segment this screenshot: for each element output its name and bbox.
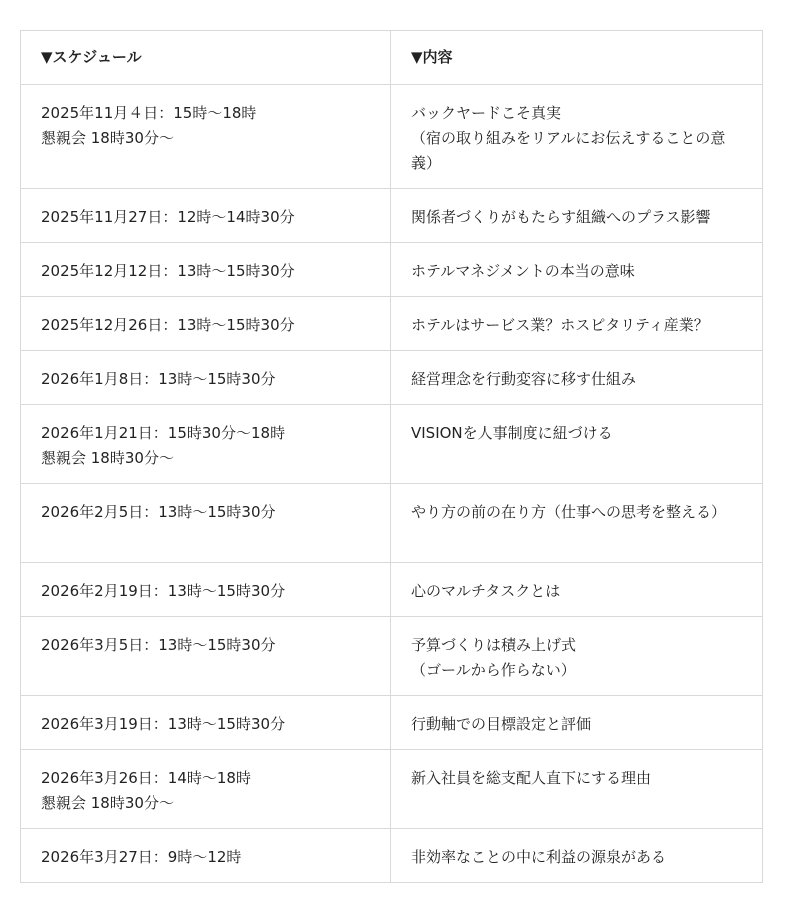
table-row <box>21 85 763 189</box>
schedule-cell <box>21 243 391 297</box>
content-note: （ゴールから作らない） <box>411 661 576 679</box>
schedule-date: 2026年2月5日：13時〜15時30分 <box>41 503 276 521</box>
content-text: VISIONを人事制度に紐づける <box>411 424 613 442</box>
table-row <box>21 484 763 563</box>
schedule-date: 2026年3月27日：9時〜12時 <box>41 848 242 866</box>
schedule-date: 2026年1月21日：15時30分〜18時 <box>41 424 286 442</box>
schedule-date: 2025年11月27日：12時〜14時30分 <box>41 208 295 226</box>
schedule-date: 2026年3月5日：13時〜15時30分 <box>41 636 276 654</box>
table-header-row <box>21 31 763 85</box>
schedule-cell <box>21 750 391 829</box>
content-cell <box>391 243 763 297</box>
table-row <box>21 405 763 484</box>
schedule-note: 懇親会 18時30分〜 <box>41 794 174 812</box>
table-row <box>21 617 763 696</box>
content-text: 予算づくりは積み上げ式 <box>411 636 577 654</box>
content-cell <box>391 297 763 351</box>
content-text: ホテルはサービス業？ホスピタリティ産業？ <box>411 316 709 334</box>
content-text: 行動軸での目標設定と評価 <box>411 715 592 733</box>
content-cell <box>391 85 763 189</box>
content-text: バックヤードこそ真実 <box>411 104 562 122</box>
schedule-cell <box>21 484 391 563</box>
schedule-cell <box>21 563 391 617</box>
header-content: ▼内容 <box>391 31 763 85</box>
header-schedule: ▼スケジュール <box>21 31 391 85</box>
schedule-cell <box>21 189 391 243</box>
content-text: 関係者づくりがもたらす組織へのプラス影響 <box>411 208 711 226</box>
content-cell <box>391 696 763 750</box>
content-cell <box>391 351 763 405</box>
table-row <box>21 563 763 617</box>
content-cell <box>391 405 763 484</box>
content-text: 非効率なことの中に利益の源泉がある <box>411 848 667 866</box>
schedule-note: 懇親会 18時30分〜 <box>41 129 174 147</box>
schedule-cell <box>21 829 391 883</box>
schedule-cell <box>21 351 391 405</box>
content-cell <box>391 484 763 563</box>
content-text: 経営理念を行動変容に移す仕組み <box>411 370 637 388</box>
schedule-cell <box>21 696 391 750</box>
content-cell <box>391 563 763 617</box>
table-row <box>21 243 763 297</box>
schedule-date: 2025年11月４日：15時〜18時 <box>41 104 257 122</box>
schedule-date: 2025年12月12日：13時〜15時30分 <box>41 262 295 280</box>
content-text: ホテルマネジメントの本当の意味 <box>411 262 635 280</box>
table-row <box>21 829 763 883</box>
content-text: やり方の前の在り方（仕事への思考を整える） <box>411 503 727 521</box>
schedule-cell <box>21 617 391 696</box>
schedule-cell <box>21 405 391 484</box>
content-text: 心のマルチタスクとは <box>411 582 561 600</box>
schedule-table <box>20 30 763 883</box>
content-cell <box>391 617 763 696</box>
schedule-date: 2025年12月26日：13時〜15時30分 <box>41 316 295 334</box>
table-row <box>21 297 763 351</box>
schedule-cell <box>21 297 391 351</box>
content-text: 新入社員を総支配人直下にする理由 <box>411 769 652 787</box>
content-cell <box>391 750 763 829</box>
content-cell <box>391 829 763 883</box>
schedule-date: 2026年2月19日：13時〜15時30分 <box>41 582 286 600</box>
content-note: （宿の取り組みをリアルにお伝えすることの意義） <box>411 129 726 172</box>
schedule-cell <box>21 85 391 189</box>
table-row <box>21 696 763 750</box>
table-row <box>21 189 763 243</box>
schedule-note: 懇親会 18時30分〜 <box>41 449 174 467</box>
schedule-date: 2026年3月26日：14時〜18時 <box>41 769 251 787</box>
content-cell <box>391 189 763 243</box>
schedule-date: 2026年3月19日：13時〜15時30分 <box>41 715 286 733</box>
schedule-date: 2026年1月8日：13時〜15時30分 <box>41 370 276 388</box>
table-row <box>21 351 763 405</box>
table-row <box>21 750 763 829</box>
